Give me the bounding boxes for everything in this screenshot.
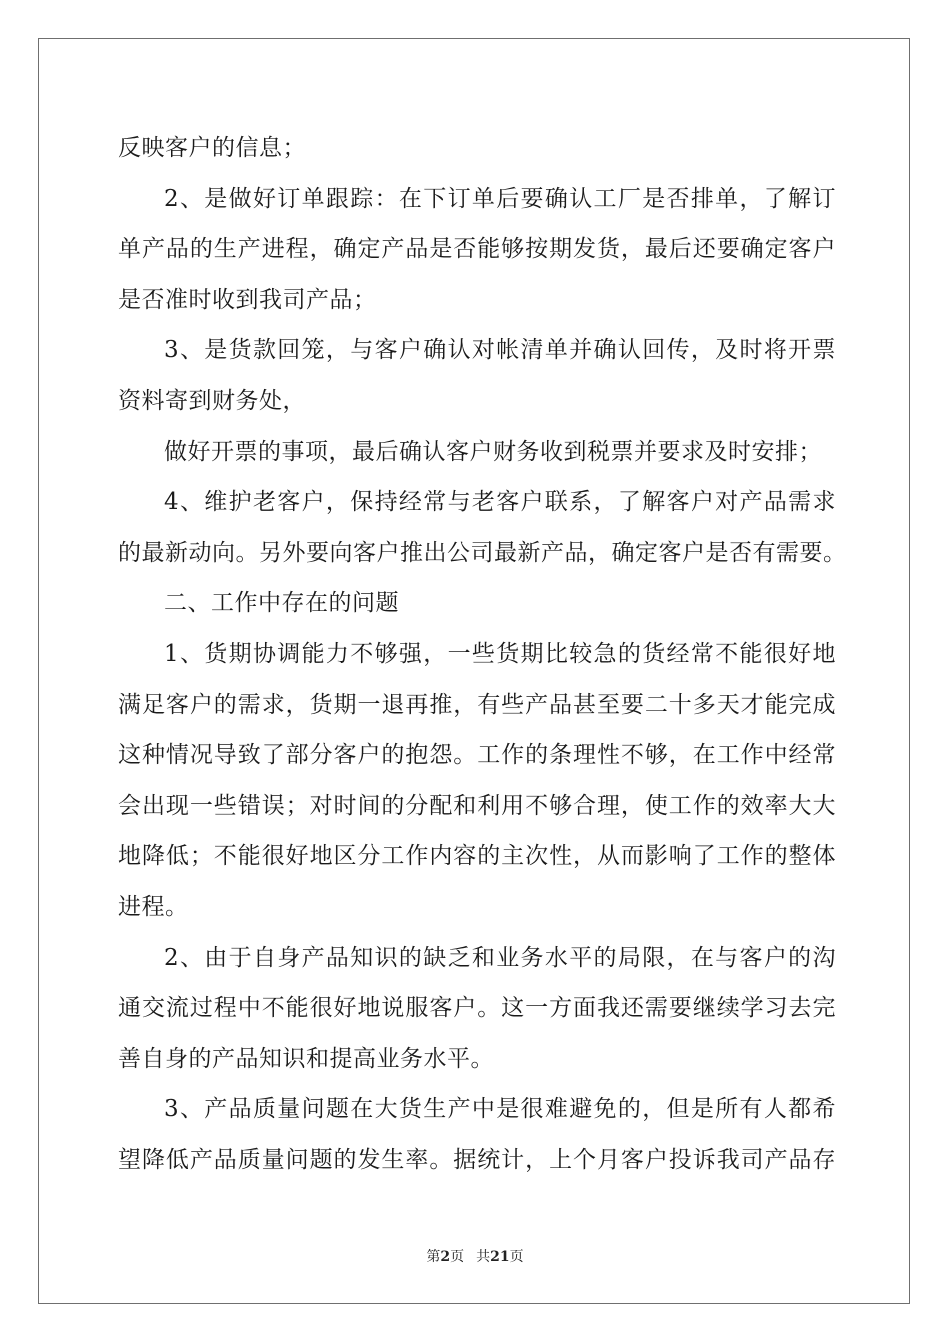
text-line: 善自身的产品知识和提高业务水平。 bbox=[118, 1045, 494, 1072]
text-line: 通交流过程中不能很好地说服客户。这一方面我还需要继续学习去完 bbox=[118, 995, 836, 1022]
total-suffix: 页 bbox=[509, 1249, 524, 1265]
text-line: 做好开票的事项，最后确认客户财务收到税票并要求及时安排； bbox=[164, 438, 822, 465]
text-line: 满足客户的需求，货期一退再推，有些产品甚至要二十多天才能完成 bbox=[118, 691, 836, 718]
text-line: 会出现一些错误；对时间的分配和利用不够合理，使工作的效率大大 bbox=[118, 792, 836, 819]
text-line: 2、是做好订单跟踪：在下订单后要确认工厂是否排单，了解订 bbox=[164, 185, 836, 212]
text-line: 地降低；不能很好地区分工作内容的主次性，从而影响了工作的整体 bbox=[118, 843, 836, 870]
text-line: 反映客户的信息； bbox=[118, 135, 306, 161]
text-line: 进程。 bbox=[118, 893, 189, 920]
text-line: 单产品的生产进程，确定产品是否能够按期发货，最后还要确定客户 bbox=[118, 236, 836, 263]
text-line: 1、货期协调能力不够强，一些货期比较急的货经常不能很好地 bbox=[164, 640, 836, 667]
text-line: 是否准时收到我司产品； bbox=[118, 286, 377, 313]
total-prefix: 共 bbox=[476, 1249, 491, 1265]
text-line: 二、工作中存在的问题 bbox=[164, 590, 399, 617]
page-suffix: 页 bbox=[450, 1249, 465, 1265]
total-pages: 21 bbox=[490, 1249, 510, 1265]
text-line: 这种情况导致了部分客户的抱怨。工作的条理性不够，在工作中经常 bbox=[118, 742, 836, 769]
text-line: 望降低产品质量问题的发生率。据统计，上个月客户投诉我司产品存 bbox=[118, 1146, 836, 1173]
page-footer bbox=[0, 1246, 950, 1266]
document-body bbox=[118, 123, 847, 1185]
text-line: 的最新动向。另外要向客户推出公司最新产品，确定客户是否有需要。 bbox=[118, 539, 847, 566]
text-line: 2、由于自身产品知识的缺乏和业务水平的局限，在与客户的沟 bbox=[164, 944, 836, 971]
text-line: 4、维护老客户，保持经常与老客户联系，了解客户对产品需求 bbox=[164, 489, 836, 516]
text-line: 3、是货款回笼，与客户确认对帐清单并确认回传，及时将开票 bbox=[164, 337, 836, 364]
page-prefix: 第 bbox=[426, 1249, 441, 1265]
page-number: 2 bbox=[440, 1249, 451, 1265]
text-line: 3、产品质量问题在大货生产中是很难避免的，但是所有人都希 bbox=[164, 1096, 836, 1123]
text-line: 资料寄到财务处， bbox=[118, 387, 306, 414]
